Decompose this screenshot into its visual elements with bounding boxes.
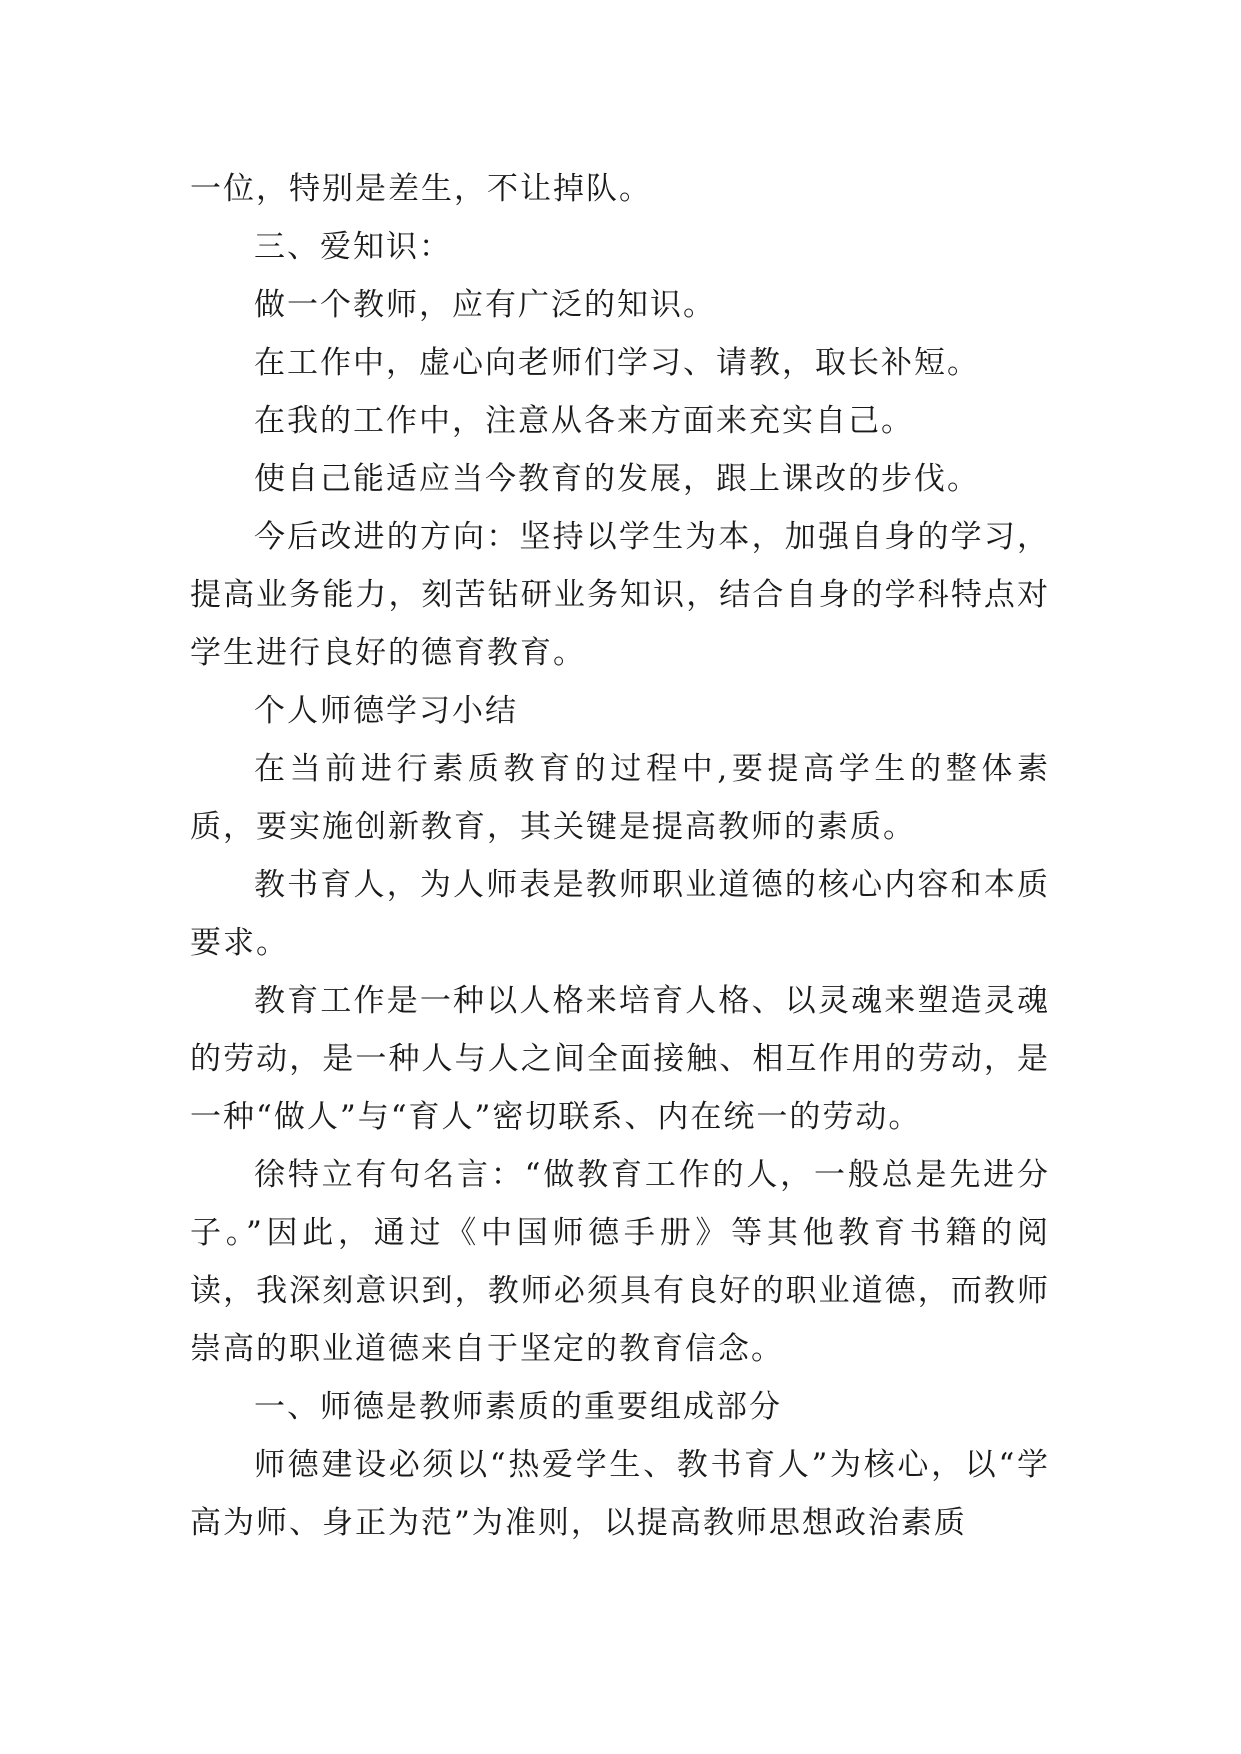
paragraph: 使自己能适应当今教育的发展，跟上课改的步伐。: [254, 461, 980, 497]
section-heading-love-knowledge: 三、爱知识：: [254, 229, 452, 265]
paragraph: 师德建设必须以“热爱学生、教书育人”为核心，以“学高为师、身正为范”为准则，以提高教师思想政治素质: [190, 1447, 1050, 1541]
paragraph: 今后改进的方向：坚持以学生为本，加强自身的学习，提高业务能力，刻苦钻研业务知识，结合自身的学科特点对学生进行良好的德育教育。: [190, 519, 1050, 671]
paragraph: 一位，特别是差生，不让掉队。: [190, 171, 652, 207]
paragraph: 徐特立有句名言：“做教育工作的人，一般总是先进分子。”因此，通过《中国师德手册》等其他教育书籍的阅读，我深刻意识到，教师必须具有良好的职业道德，而教师崇高的职业道德来自于坚定的教育信念。: [190, 1157, 1050, 1367]
paragraph: 教育工作是一种以人格来培育人格、以灵魂来塑造灵魂的劳动，是一种人与人之间全面接触、相互作用的劳动，是一种“做人”与“育人”密切联系、内在统一的劳动。: [190, 983, 1050, 1135]
section-title-summary: 个人师德学习小结: [254, 693, 518, 729]
paragraph: 做一个教师，应有广泛的知识。: [254, 287, 716, 323]
paragraph: 在当前进行素质教育的过程中,要提高学生的整体素质，要实施创新教育，其关键是提高教师的素质。: [190, 751, 1050, 845]
paragraph: 在工作中，虚心向老师们学习、请教，取长补短。: [254, 345, 980, 381]
paragraph: 在我的工作中，注意从各来方面来充实自己。: [254, 403, 914, 439]
section-heading-ethics: 一、师德是教师素质的重要组成部分: [254, 1389, 782, 1425]
document-body: [190, 160, 1050, 1552]
paragraph: 教书育人，为人师表是教师职业道德的核心内容和本质要求。: [190, 867, 1050, 961]
